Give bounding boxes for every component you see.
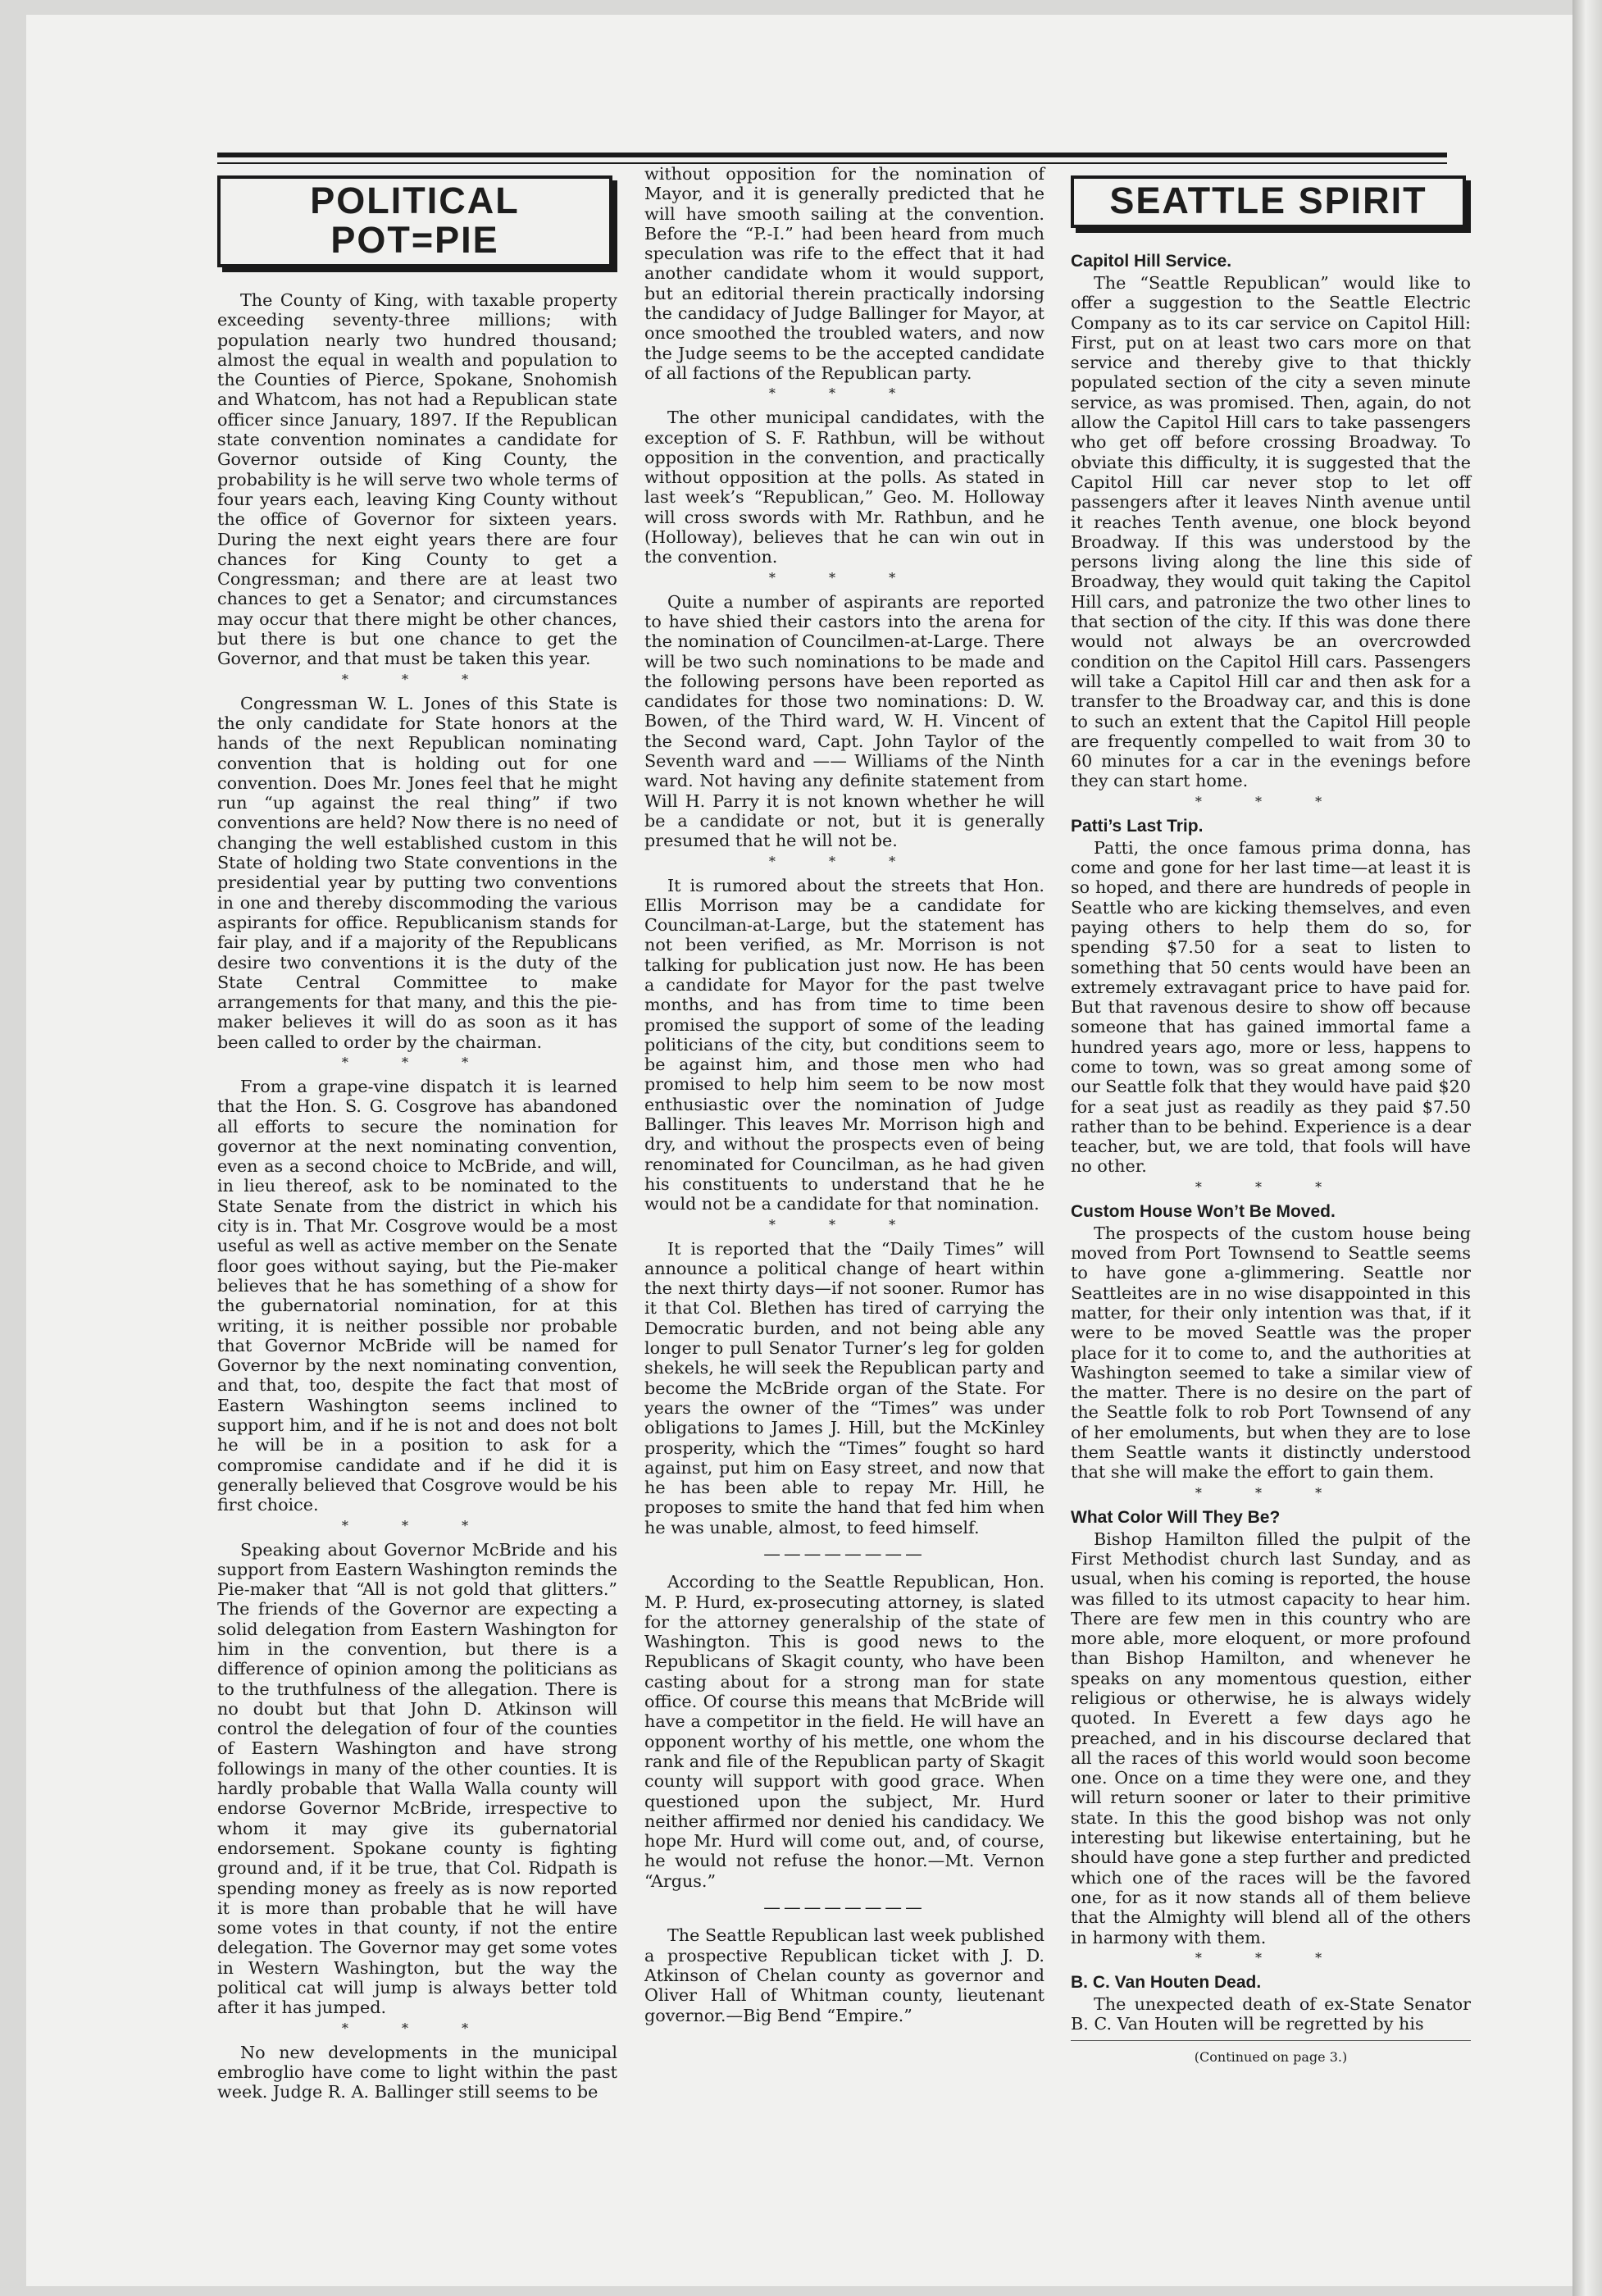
article-paragraph: Congressman W. L. Jones of this State is the only candidate for State honors at the hands of the next Republican nominating convention that is holding out for one convention. Does Mr. Jones feel that he might run “up against the real thing” if two conventions are held? Now there is no need of changing the well established custom in this State of holding two State conventions in the presidential year by putting two conventions in one and thereby discommoding the various aspirants for office. Republicanism stands for fair play, and if a majority of the Republicans desire two conventions it is the duty of the State Central Committee to make arrangements for that many, and this the pie-maker believes it will do as soon as it has been called to order by the chairman. xyxy=(217,693,617,1052)
section-stars: * * * xyxy=(768,569,921,585)
section-stars: * * * xyxy=(341,671,494,687)
article-paragraph: It is rumored about the streets that Hon. Ellis Morrison may be a candidate for Councilman-at-Large, but the statement has not been verified, as Mr. Morrison is not talking for publication just now. He has been a candidate for Mayor for the past twelve months, and has from time to time been promised the support of some of the leading politicians of the city, but conditions seem to be against him, and those men who had promised to help him seem to be now most enthusiastic over the nomination of Judge Ballinger. This leaves Mr. Morrison high and dry, and without the prospects even of being renominated for Councilman, as he had given his constituents to understand that he he would not be a candidate for that nomination. xyxy=(644,875,1044,1214)
subheading: Custom House Won’t Be Moved. xyxy=(1071,1201,1336,1221)
article-paragraph: The other municipal candidates, with the exception of S. F. Rathbun, will be without opposition in the convention, and practically without opposition at the polls. As stated in last week’s “Republican,” Geo. M. Holloway will cross swords with Mr. Rathbun, and he (Holloway), believes that he can win out in the convention. xyxy=(644,408,1044,567)
article-paragraph: Speaking about Governor McBride and his support from Eastern Washington reminds the Pie-maker that “All is not gold that glitters.” The friends of the Governor are expecting a solid delegation from Eastern Washington for him in the convention, but there is a difference of opinion among the politicians as to the truthfulness of the allegation. There is no doubt but that John D. Atkinson will control the delegation of four of the counties of Eastern Washington and have strong followings in many of the other counties. It is hardly probable that Walla Walla county will endorse Governor McBride, irrespective to whom it may give its gubernatorial endorsement. Spokane county is fighting ground and, if it be true, that Col. Ridpath is spending money as freely as is now reported it is more than probable that he will have some votes in that county, if not the entire delegation. The Governor may get some votes in Western Washington, but the way the political cat will jump is always better told after it has jumped. xyxy=(217,1539,617,2018)
section-dashes: ———————— xyxy=(763,1544,926,1564)
section-stars: * * * xyxy=(768,385,921,402)
article-paragraph: Quite a number of aspirants are reported to have shied their castors into the arena for the nomination of Councilmen-at-Large. There will be two such nominations to be made and the following persons have been reported as candidates for those two nominations: D. W. Bowen, of the Third ward, W. H. Vincent of the Second ward, Capt. John Taylor of the Seventh ward and —— Williams of the Ninth ward. Not having any definite statement from Will H. Parry it is not known whether he will be a candidate or not, but it is generally presumed that he will not be. xyxy=(644,591,1044,851)
article-paragraph: Patti, the once famous prima donna, has come and gone for her last time—at least it is so hoped, and there are hundreds of people in Seattle who are kicking themselves, and even paying others to help them do so, for spending $7.50 for a seat to listen to something that 50 cents would have been an extremely extravagant price to have paid for. But that ravenous desire to show off because someone that has gained immortal fame a hundred years ago, more or less, happens to come to town, was so great among some of our Seattle folk that they would have paid $20 for a seat just as readily as they paid $7.50 rather than to be behind. Experience is a dear teacher, but, we are told, that fools will have no other. xyxy=(1071,837,1471,1177)
article-paragraph: It is reported that the “Daily Times” will announce a political change of heart within the next thirty days—if not sooner. Rumor has it that Col. Blethen has tired of carrying the Democratic burden, and not being able any longer to pull Senator Turner’s leg for golden shekels, he will seek the Republican party and become the McBride organ of the State. For years the owner of the “Times” was under obligations to James J. Hill, but the McKinley prosperity, which the “Times” fought so hard against, put him on Easy street, and now that he has been able to repay Mr. Hill, he proposes to smite the hand that fed him when he was unable, almost, to feed himself. xyxy=(644,1238,1044,1538)
section-stars: * * * xyxy=(341,1517,494,1533)
subheading: B. C. Van Houten Dead. xyxy=(1071,1972,1262,1992)
top-double-rule xyxy=(217,153,1447,164)
subheading: Capitol Hill Service. xyxy=(1071,252,1232,271)
column-seattle-spirit xyxy=(1071,164,1471,2296)
political-pot-pie-masthead: POLITICAL POT=PIE xyxy=(217,175,612,267)
section-stars: * * * xyxy=(1195,793,1347,809)
section-stars: * * * xyxy=(1195,1484,1347,1501)
article-paragraph: The County of King, with taxable property exceeding seventy-three millions; with population nearly two hundred thousand; almost the equal in wealth and population to the Counties of Pierce, Spokane, Snohomish and Whatcom, has not had a Republican state officer since January, 1897. If the Republican state convention nominates a candidate for Governor outside of King County, the probability is he will serve two whole terms of four years each, leaving King County without the office of Governor for sixteen years. During the next eight years there are four chances for King County to get a Congressman; and there are at least two chances to get a Senator; and circumstances may occur that there might be other chances, but there is but one chance to get the Governor, and that must be taken this year. xyxy=(217,290,617,669)
article-paragraph: From a grape-vine dispatch it is learned that the Hon. S. G. Cosgrove has abandoned all efforts to secure the nomination for governor at the next nominating convention, even as a second choice to McBride, and will, in lieu thereof, ask to be nominated to the State Senate from the district in which his city is in. That Mr. Cosgrove would be a most useful as well as active member on the Senate floor goes without saying, but the Pie-maker believes that he has something of a show for the gubernatorial nomination, for at this writing, it is neither possible nor probable that Governor McBride will be named for Governor by the next nominating convention, and that, too, despite the fact that most of Eastern Washington seems inclined to support him, and if he is not and does not bolt he will be in a position to ask for a compromise candidate and if he did it is generally believed that Cosgrove would be his first choice. xyxy=(217,1076,617,1515)
article-paragraph: The unexpected death of ex-State Senator B. C. Van Houten will be regretted by his xyxy=(1071,1993,1471,2034)
subheading: Patti’s Last Trip. xyxy=(1071,816,1204,836)
continued-note: (Continued on page 3.) xyxy=(1071,2040,1471,2067)
section-dashes: ———————— xyxy=(763,1897,926,1918)
article-paragraph: The prospects of the custom house being moved from Port Townsend to Seattle seems to have gone a-glimmering. Seattle nor Seattleites are in no wise disappointed in this matter, for their only intention was that, if it were to be moved Seattle was the proper place for it to come to, and the authorities at Washington seemed to take a similar view of the matter. There is no desire on the part of the Seattle folk to rob Port Townsend of any of her emoluments, but when they are to lose them Seattle wants it distinctly understood that she will make the effort to gain them. xyxy=(1071,1223,1471,1483)
section-stars: * * * xyxy=(341,1054,494,1070)
article-paragraph: Bishop Hamilton filled the pulpit of the First Methodist church last Sunday, and as usual, when his coming is reported, the house was filled to its utmost capacity to hear him. There are few men in this country who are more able, more eloquent, or more profound than Bishop Hamilton, and whenever he speaks on any momentous question, either religious or otherwise, he is always widely quoted. In Everett a few days ago he preached, and in his discourse declared that all the races of this world would soon become one. Once on a time they were one, and they will return sooner or later to their primitive state. In this the good bishop was not only interesting but likewise entertaining, but he should have gone a step further and predicted which one of the races will be the favored one, for as it now stands all of them believe that the Almighty will blend all of the others in harmony with them. xyxy=(1071,1528,1471,1947)
section-stars: * * * xyxy=(341,2020,494,2036)
article-paragraph: The “Seattle Republican” would like to offer a suggestion to the Seattle Electric Company as to its car service on Capitol Hill: First, put on at least two cars more on that service and thereby give to that thickly populated section of the city a seven minute service, as was promised. Then, again, do not allow the Capitol Hill cars to take passengers who get off before crossing Broadway. To obviate this difficulty, it is suggested that the Capitol Hill car never stop to let off passengers after it leaves Ninth avenue until it reaches Tenth avenue, one block beyond Broadway. If this was understood by the persons living along the line this side of Broadway, they would quit taking the Capitol Hill cars, and patronize the two other lines to that section of the city. If this was done there would not always be an overcrowded condition on the Capitol Hill cars. Passengers will take a Capitol Hill car and then ask for a transfer to the Broadway car, and this is done to such an extent that the Capitol Hill people are frequently compelled to wait from 30 to 60 minutes for a car in the evenings before they can start home. xyxy=(1071,273,1471,791)
page-edge xyxy=(1572,0,1602,2296)
subheading: What Color Will They Be? xyxy=(1071,1507,1281,1527)
article-paragraph: without opposition for the nomination of Mayor, and it is generally predicted that he will have smooth sailing at the convention. Before the “P.-I.” had been heard from much speculation was rife to the effect that it had another candidate whom it would support, but an editorial therein practically indorsing the candidacy of Judge Ballinger for Mayor, at once smoothed the troubled waters, and now the Judge seems to be the accepted candidate of all factions of the Republican party. xyxy=(644,164,1044,383)
section-stars: * * * xyxy=(1195,1178,1347,1195)
article-paragraph: No new developments in the municipal embroglio have come to light within the past week. Judge R. A. Ballinger still seems to be xyxy=(217,2042,617,2102)
article-paragraph: The Seattle Republican last week published a prospective Republican ticket with J. D. Atkinson of Chelan county as governor and Oliver Hall of Whitman county, lieutenant governor.—Big Bend “Empire.” xyxy=(644,1925,1044,2025)
column-middle xyxy=(644,164,1044,2296)
section-stars: * * * xyxy=(768,1216,921,1232)
section-stars: * * * xyxy=(768,853,921,869)
section-stars: * * * xyxy=(1195,1949,1347,1966)
article-paragraph: According to the Seattle Republican, Hon. M. P. Hurd, ex-prosecuting attorney, is slated for the attorney generalship of the state of Washington. This is good news to the Republicans of Skagit county, who have been casting about for a strong man for state office. Of course this means that McBride will have a competitor in the field. He will have an opponent worthy of his mettle, one whom the rank and file of the Republican party of Skagit county will support with good grace. When questioned upon the subject, Mr. Hurd neither affirmed nor denied his candidacy. We hope Mr. Hurd will come out, and, of course, he would not refuse the honor.—Mt. Vernon “Argus.” xyxy=(644,1572,1044,1891)
column-political-pot-pie xyxy=(217,164,617,2296)
seattle-spirit-masthead: SEATTLE SPIRIT xyxy=(1071,175,1466,228)
